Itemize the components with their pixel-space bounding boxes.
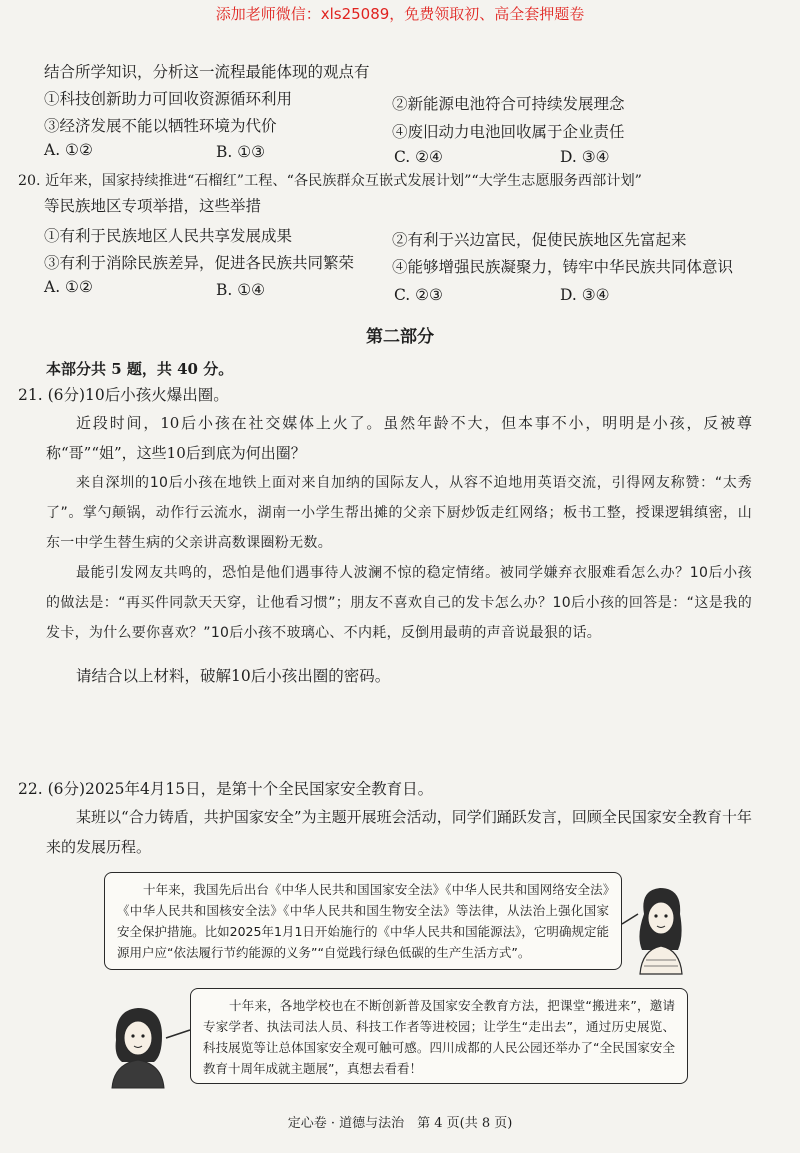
- q20-choice-b: B. ①④: [216, 281, 266, 299]
- boy-avatar-icon: [100, 1000, 192, 1090]
- q20-choice-c: C. ②③: [394, 286, 443, 304]
- q19-stem: 结合所学知识，分析这一流程最能体现的观点有: [44, 63, 370, 81]
- q20-choice-a: A. ①②: [44, 278, 93, 296]
- q20-option-4: ④能够增强民族凝聚力，铸牢中华民族共同体意识: [392, 258, 734, 276]
- q21-paragraph-2: 来自深圳的10后小孩在地铁上面对来自加纳的国际友人，从容不迫地用英语交流，引得网友称赞：“太秀了”。掌勺颠锅，动作行云流水，湖南一小学生帮出摊的父亲下厨炒饭走红网络；板书工整，授课逻辑缜密，山东一中学生替生病的父亲讲高数课圈粉无数。: [46, 475, 752, 551]
- q19-option-4: ④废旧动力电池回收属于企业责任: [392, 123, 625, 141]
- q21-paragraph-1: 近段时间，10后小孩在社交媒体上火了。虽然年龄不大，但本事不小，明明是小孩，反被尊称“哥”“姐”，这些10后到底为何出圈？: [46, 414, 752, 462]
- part-two-title: 第二部分: [366, 327, 434, 347]
- girl-avatar-icon: [620, 884, 700, 976]
- q19-option-2: ②新能源电池符合可持续发展理念: [392, 95, 625, 113]
- q19-option-3: ③经济发展不能以牺牲环境为代价: [44, 117, 277, 135]
- q21-question: 请结合以上材料，破解10后小孩出圈的密码。: [76, 667, 391, 685]
- q19-choice-d: D. ③④: [560, 148, 610, 166]
- q21-head: 21. (6分)10后小孩火爆出圈。: [18, 386, 229, 404]
- q22-head: 22. (6分)2025年4月15日，是第十个全民国家安全教育日。: [18, 780, 434, 798]
- q20-choice-d: D. ③④: [560, 286, 610, 304]
- q20-stem-line2: 等民族地区专项举措，这些举措: [44, 197, 262, 215]
- part-two-note: 本部分共 5 题，共 40 分。: [46, 360, 234, 378]
- promo-banner: 添加老师微信：xls25089，免费领取初、高全套押题卷: [215, 5, 585, 23]
- page-footer: 定心卷 · 道德与法治 第 4 页(共 8 页): [287, 1116, 513, 1131]
- speech-bubble-2-text: 十年来，各地学校也在不断创新普及国家安全教育方法，把课堂“搬进来”，邀请专家学者、执法司法人员、科技工作者等进校园；让学生“走出去”，通过历史展览、科技展览等让总体国家安全观可触可感。四川成都的人民公园还举办了“全民国家安全教育十周年成就主题展”，真想去看看！: [203, 998, 675, 1076]
- q20-stem-line1: 20. 近年来，国家持续推进“石榴红”工程、“各民族群众互嵌式发展计划”“大学生志愿服务西部计划”: [18, 173, 642, 189]
- q19-choice-a: A. ①②: [44, 141, 93, 159]
- speech-bubble-1: [104, 872, 622, 970]
- q21-paragraph-3: 最能引发网友共鸣的，恐怕是他们遇事待人波澜不惊的稳定情绪。被同学嫌弃衣服难看怎么办？10后小孩的做法是：“再买件同款天天穿，让他看习惯”；朋友不喜欢自己的发卡怎么办？10后小孩的回答是：“这是我的发卡，为什么要你喜欢？”10后小孩不玻璃心、不内耗，反倒用最萌的声音说最狠的话。: [46, 565, 752, 641]
- speech-bubble-2: [190, 988, 688, 1084]
- q22-intro: 某班以“合力铸盾，共护国家安全”为主题开展班会活动，同学们踊跃发言，回顾全民国家安全教育十年来的发展历程。: [46, 808, 752, 856]
- q19-choice-c: C. ②④: [394, 148, 443, 166]
- q19-choice-b: B. ①③: [216, 143, 266, 161]
- q20-option-1: ①有利于民族地区人民共享发展成果: [44, 227, 293, 245]
- q19-option-1: ①科技创新助力可回收资源循环利用: [44, 90, 293, 108]
- q20-option-3: ③有利于消除民族差异，促进各民族共同繁荣: [44, 254, 355, 272]
- q20-option-2: ②有利于兴边富民，促使民族地区先富起来: [392, 231, 687, 249]
- speech-bubble-1-text: 十年来，我国先后出台《中华人民共和国国家安全法》《中华人民共和国网络安全法》《中华人民共和国核安全法》《中华人民共和国生物安全法》等法律，从法治上强化国家安全保护措施。比如2025年1月1日开始施行的《中华人民共和国能源法》，它明确规定能源用户应“依法履行节约能源的义务”“自觉践行绿色低碳的生产生活方式”。: [117, 882, 609, 960]
